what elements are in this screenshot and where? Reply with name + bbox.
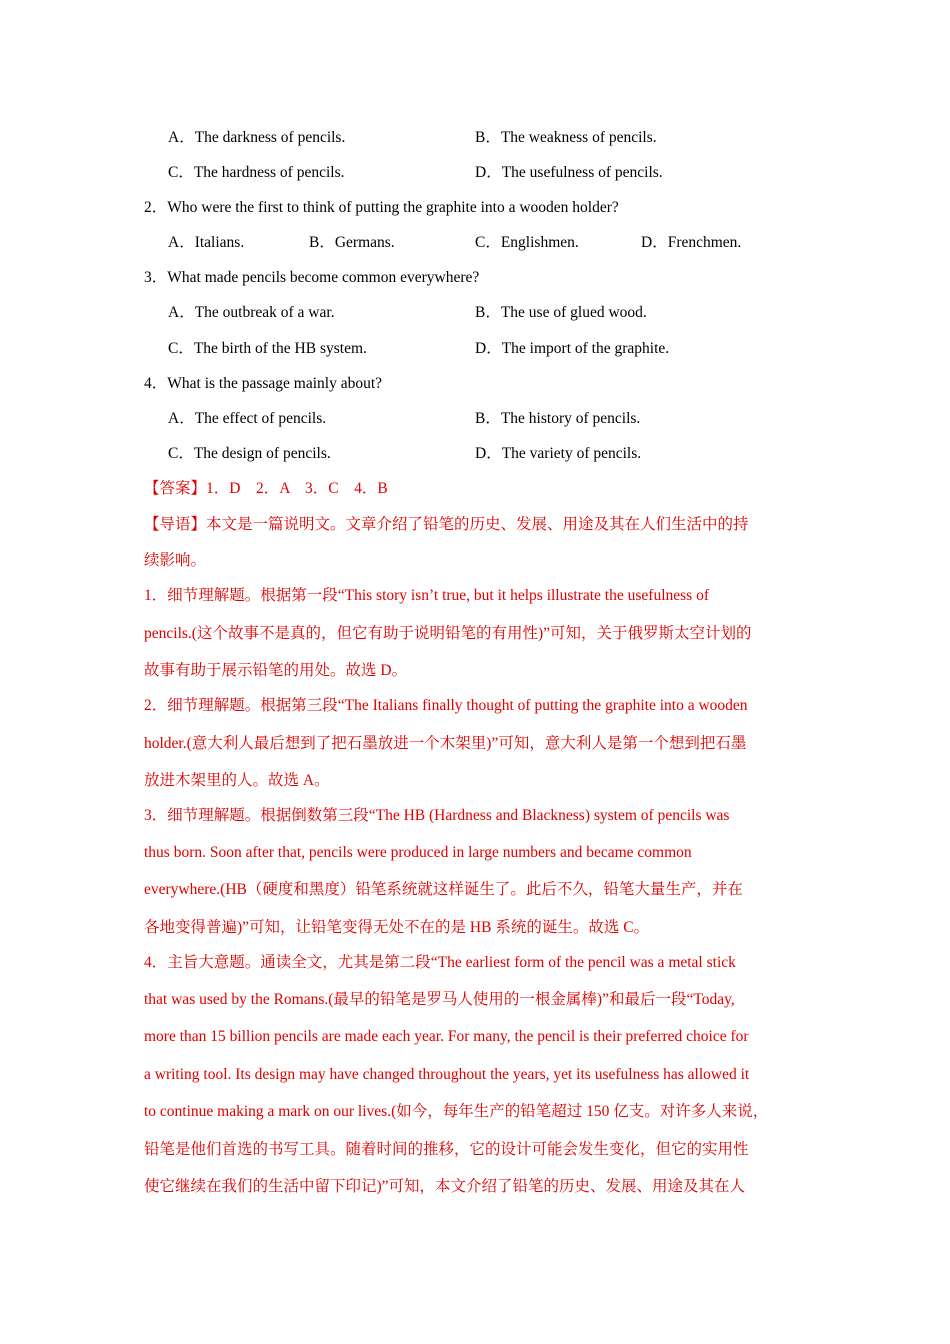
q2-option-a: A．Italians. (168, 234, 245, 251)
explanation-4-line: more than 15 billion pencils are made each year. For many, the pencil is their preferred choice for (144, 1028, 749, 1045)
explanation-3-line: everywhere.(HB（硬度和黑度）铅笔系统就这样诞生了。此后不久，铅笔大量生产，并在 (144, 881, 743, 898)
q4-option-a: A．The effect of pencils. (168, 410, 327, 427)
explanation-1-line: 1．细节理解题。根据第一段“This story isn’t true, but it helps illustrate the usefulness of (144, 587, 709, 604)
explanation-1-line: 故事有助于展示铅笔的用处。故选 D。 (144, 662, 408, 679)
guide-line: 【导语】本文是一篇说明文。文章介绍了铅笔的历史、发展、用途及其在人们生活中的持 (144, 516, 749, 533)
explanation-4-line: to continue making a mark on our lives.(如今，每年生产的铅笔超过 150 亿支。对许多人来说， (144, 1103, 769, 1120)
q1-option-c: C．The hardness of pencils. (168, 164, 345, 181)
guide-line: 续影响。 (144, 552, 207, 569)
q3-stem: 3．What made pencils become common everywhere? (144, 269, 480, 286)
q4-stem: 4．What is the passage mainly about? (144, 375, 383, 392)
q2-option-c: C．Englishmen. (475, 234, 579, 251)
q3-option-a: A．The outbreak of a war. (168, 304, 335, 321)
explanation-2-line: 2．细节理解题。根据第三段“The Italians finally thought of putting the graphite into a wooden (144, 697, 748, 714)
explanation-4-line: that was used by the Romans.(最早的铅笔是罗马人使用的一根金属棒)”和最后一段“Today, (144, 991, 735, 1008)
explanation-3-line: 3．细节理解题。根据倒数第三段“The HB (Hardness and Blackness) system of pencils was (144, 807, 730, 824)
explanation-3-line: 各地变得普遍)”可知，让铅笔变得无处不在的是 HB 系统的诞生。故选 C。 (144, 919, 650, 936)
q2-option-b: B．Germans. (309, 234, 395, 251)
explanation-2-line: holder.(意大利人最后想到了把石墨放进一个木架里)”可知，意大利人是第一个想到把石墨 (144, 735, 747, 752)
explanation-3-line: thus born. Soon after that, pencils were produced in large numbers and became common (144, 844, 692, 861)
q4-option-b: B．The history of pencils. (475, 410, 641, 427)
explanation-4-line: a writing tool. Its design may have changed throughout the years, yet its usefulness has allowed it (144, 1066, 750, 1083)
q3-option-d: D．The import of the graphite. (475, 340, 670, 357)
q1-option-d: D．The usefulness of pencils. (475, 164, 663, 181)
explanation-2-line: 放进木架里的人。故选 A。 (144, 772, 330, 789)
q4-option-c: C．The design of pencils. (168, 445, 331, 462)
explanation-4-line: 使它继续在我们的生活中留下印记)”可知，本文介绍了铅笔的历史、发展、用途及其在人 (144, 1178, 746, 1195)
explanation-4-line: 铅笔是他们首选的书写工具。随着时间的推移，它的设计可能会发生变化，但它的实用性 (144, 1141, 749, 1158)
q2-option-d: D．Frenchmen. (641, 234, 742, 251)
q3-option-b: B．The use of glued wood. (475, 304, 647, 321)
explanation-1-line: pencils.(这个故事不是真的，但它有助于说明铅笔的有用性)”可知，关于俄罗斯太空计划的 (144, 625, 752, 642)
q1-option-a: A．The darkness of pencils. (168, 129, 346, 146)
explanation-4-line: 4．主旨大意题。通读全文，尤其是第二段“The earliest form of the pencil was a metal stick (144, 954, 736, 971)
q3-option-c: C．The birth of the HB system. (168, 340, 367, 357)
q4-option-d: D．The variety of pencils. (475, 445, 642, 462)
q1-option-b: B．The weakness of pencils. (475, 129, 657, 146)
q2-stem: 2．Who were the first to think of putting the graphite into a wooden holder? (144, 199, 619, 216)
answer-line: 【答案】1．D 2．A 3．C 4．B (144, 480, 388, 497)
